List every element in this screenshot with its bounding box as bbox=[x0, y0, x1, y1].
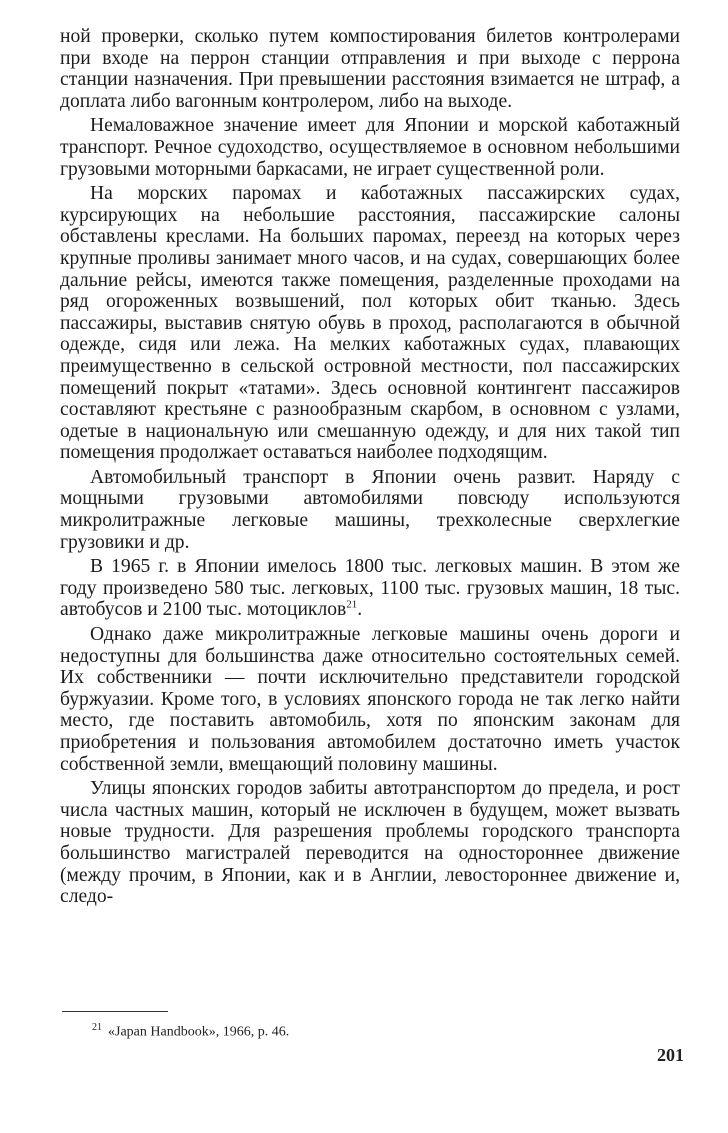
paragraph-maritime-transport: Немаловажное значение имеет для Японии и морской каботажный транспорт. Речное судоходство, осуществляемое в основном небольшими грузовыми моторными баркасами, не играет существенной роли. bbox=[60, 115, 680, 180]
paragraph-car-statistics bbox=[60, 556, 680, 621]
paragraph-car-ownership: Однако даже микролитражные легковые машины очень дороги и недоступны для большинства даже относительно состоятельных семей. Их собственники — почти исключительно представители городской буржуазии. Кроме того, в условиях японского города не так легко найти место, где поставить автомобиль, хотя по японским законам для приобретения и пользования автомобилем достаточно иметь участок собственной земли, вмещающий половину машины. bbox=[60, 624, 680, 775]
car-statistics-tail: . bbox=[357, 599, 363, 621]
footnote bbox=[92, 1020, 289, 1041]
footnote-reference[interactable]: 21 bbox=[346, 598, 358, 611]
footnote-divider bbox=[62, 1011, 168, 1012]
footnote-text: «Japan Handbook», 1966, p. 46. bbox=[108, 1024, 290, 1040]
car-statistics-text: В 1965 г. в Японии имелось 1800 тыс. легковых машин. В этом же году произведено 580 тыс. легковых, 1100 тыс. грузовых машин, 18 тыс. автобусов и 2100 тыс. мотоциклов bbox=[60, 556, 680, 621]
paragraph-continuation: ной проверки, сколько путем компостирования билетов контролерами при входе на перрон станции отправления и при выходе с перрона станции назначения. При превышении расстояния взимается не штраф, а доплата либо вагонным контролером, либо на выходе. bbox=[60, 26, 680, 112]
paragraph-automobile-transport: Автомобильный транспорт в Японии очень развит. Наряду с мощными грузовыми автомобилями повсюду используются микролитражные легковые машины, трехколесные сверхлегкие грузовики и др. bbox=[60, 466, 680, 553]
paragraph-city-streets: Улицы японских городов забиты автотранспортом до предела, и рост числа частных машин, который не исключен в будущем, может вызвать новые трудности. Для разрешения проблемы городского транспорта большинство магистралей переводится на одностороннее движение (между прочим, в Японии, как и в Англии, левостороннее движение и, следо- bbox=[60, 778, 680, 908]
paragraph-ferries: На морских паромах и каботажных пассажирских судах, курсирующих на небольшие расстояния, пассажирские салоны обставлены креслами. На больших паромах, переезд на которых через крупные проливы занимает много часов, и на судах, совершающих более дальние рейсы, имеются также помещения, разделенные проходами на ряд огороженных возвышений, пол которых обит тканью. Здесь пассажиры, выставив снятую обувь в проход, располагаются в обычной одежде, сидя или лежа. На мелких каботажных судах, плавающих преимущественно в сельской островной местности, пол пассажирских помещений покрыт «татами». Здесь основной контингент пассажиров составляют крестьяне с разнообразным скарбом, в основном с узлами, одетые в национальную или смешанную одежду, и для них такой тип помещения продолжает оставаться наиболее подходящим. bbox=[60, 183, 680, 464]
page-body bbox=[60, 26, 680, 908]
page-number: 201 bbox=[657, 1045, 684, 1065]
footnote-marker: 21 bbox=[92, 1022, 102, 1033]
